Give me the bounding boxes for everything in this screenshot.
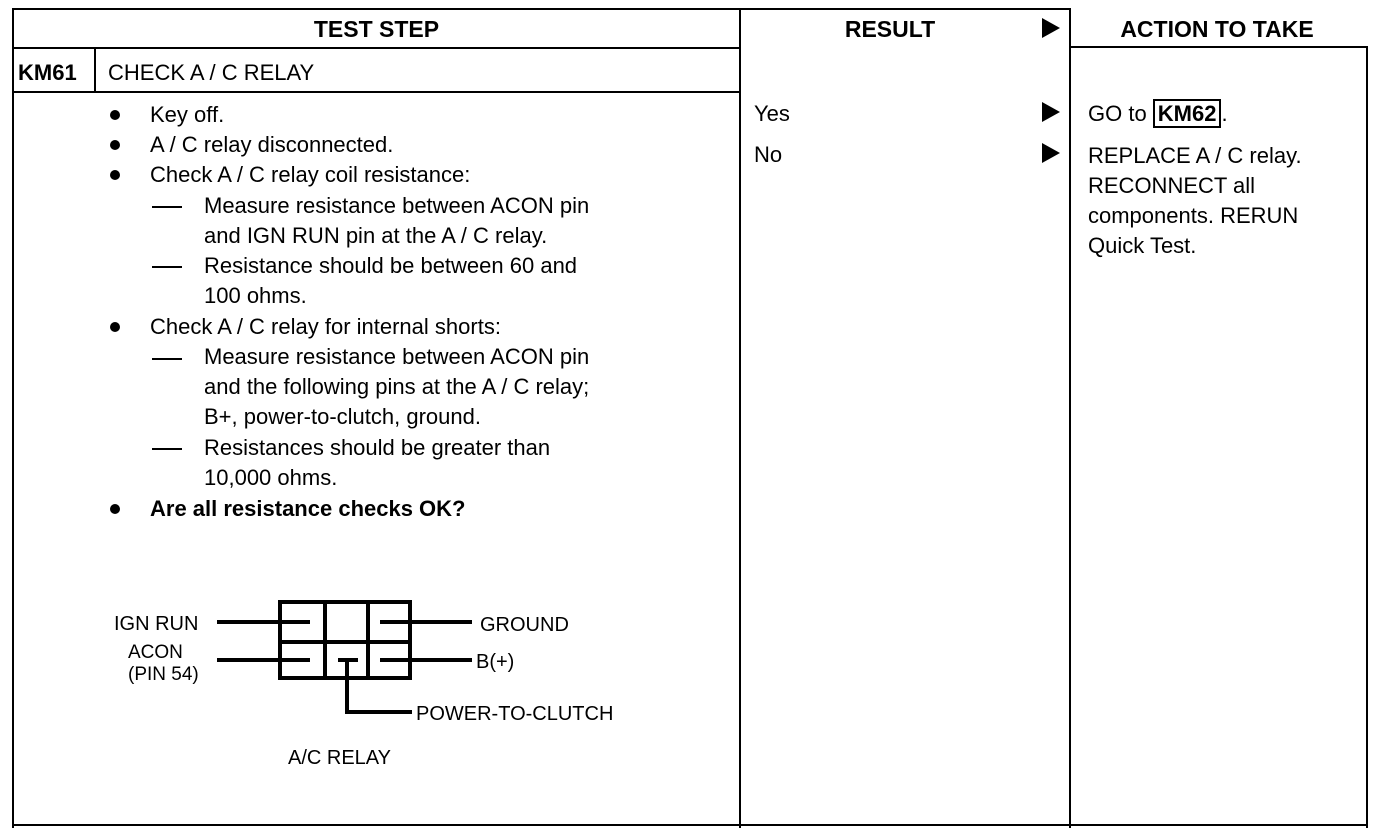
table-bottom-border <box>12 824 1368 826</box>
instruction-line: Check A / C relay for internal shorts: <box>150 314 501 339</box>
result-arrow-icon <box>1042 102 1060 122</box>
result-column-border <box>739 8 741 828</box>
dash-icon <box>152 206 182 208</box>
instruction-line: B+, power-to-clutch, ground. <box>204 404 481 429</box>
header-arrow-icon <box>1042 18 1060 38</box>
instruction-line: Resistance should be between 60 and <box>204 253 578 278</box>
power-to-clutch-label: POWER-TO-CLUTCH <box>416 703 614 725</box>
b-plus-label: B(+) <box>476 651 515 673</box>
acon-label: ACON <box>128 642 183 663</box>
ground-label: GROUND <box>480 614 569 636</box>
instruction-line: Resistances should be greater than <box>204 435 551 460</box>
power-to-clutch-lead <box>347 660 412 712</box>
action-yes-suffix: . <box>1221 101 1228 126</box>
instruction-line: A / C relay disconnected. <box>150 132 394 157</box>
action-header-bottom-border <box>1070 46 1368 48</box>
header-test-step: TEST STEP <box>313 16 440 42</box>
step-title-bottom-border <box>12 91 740 93</box>
dash-icon <box>152 266 182 268</box>
action-yes <box>1088 99 1228 129</box>
step-title: CHECK A / C RELAY <box>108 60 315 85</box>
table-top-border <box>12 8 1070 10</box>
instruction-question: Are all resistance checks OK? <box>150 496 466 521</box>
km62-reference[interactable]: KM62 <box>1153 99 1222 128</box>
bullet-icon <box>110 110 120 120</box>
instruction-line: Measure resistance between ACON pin <box>204 193 590 218</box>
action-yes-prefix: GO to <box>1088 101 1153 126</box>
action-no-line: Quick Test. <box>1088 233 1197 258</box>
result-no: No <box>754 142 783 167</box>
result-yes: Yes <box>754 101 790 126</box>
result-arrow-icon <box>1042 143 1060 163</box>
step-code: KM61 <box>18 60 77 85</box>
instruction-line: 100 ohms. <box>204 283 307 308</box>
relay-diagram <box>100 590 660 780</box>
instruction-line: and the following pins at the A / C relay; <box>204 374 590 399</box>
action-column-border <box>1069 8 1071 828</box>
action-no-line: components. RERUN <box>1088 203 1299 228</box>
pin-label: (PIN 54) <box>128 664 199 685</box>
instruction-line: and IGN RUN pin at the A / C relay. <box>204 223 548 248</box>
table-left-border <box>12 8 14 828</box>
header-result: RESULT <box>844 16 936 42</box>
bullet-icon <box>110 170 120 180</box>
code-divider <box>94 48 96 92</box>
action-no-line: RECONNECT all <box>1088 173 1256 198</box>
ign-run-label: IGN RUN <box>114 613 199 635</box>
relay-caption: A/C RELAY <box>288 747 391 769</box>
bullet-icon <box>110 140 120 150</box>
table-right-border <box>1366 46 1368 828</box>
dash-icon <box>152 358 182 360</box>
instruction-line: Check A / C relay coil resistance: <box>150 162 471 187</box>
dash-icon <box>152 448 182 450</box>
instruction-line: Measure resistance between ACON pin <box>204 344 590 369</box>
instruction-line: 10,000 ohms. <box>204 465 338 490</box>
action-no-line: REPLACE A / C relay. <box>1088 143 1302 168</box>
header-action-to-take: ACTION TO TAKE <box>1120 16 1314 42</box>
bullet-icon <box>110 322 120 332</box>
header-bottom-border <box>12 47 740 49</box>
instruction-line: Key off. <box>150 102 225 127</box>
bullet-icon <box>110 504 120 514</box>
